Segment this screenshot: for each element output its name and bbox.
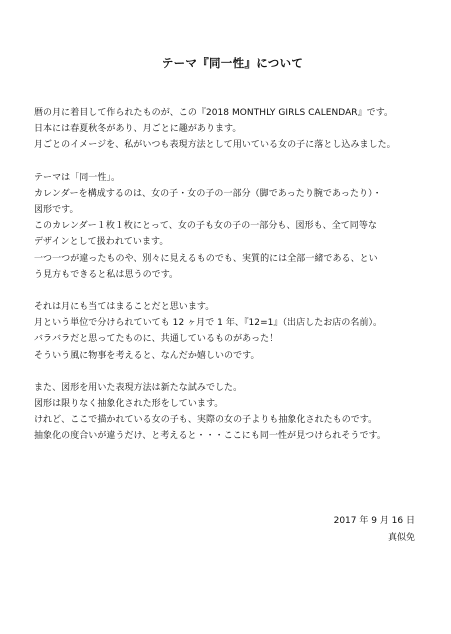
paragraph-line: 月ごとのイメージを、私がいつも表現方法として用いている女の子に落とし込みました。 — [34, 140, 396, 151]
paragraph-line: う見方もできると私は思うのです。 — [34, 269, 179, 280]
paragraph-line: それは月にも当てはまることだと思います。 — [34, 302, 215, 313]
paragraph-line: 図形です。 — [34, 205, 79, 216]
paragraph-line: そういう風に物事を考えると、なんだか嬉しいのです。 — [34, 350, 260, 361]
paragraph-line: テーマは「同一性」。 — [34, 172, 121, 183]
paragraph-line: 暦の月に着目して作られたものが、この『2018 MONTHLY GIRLS CALENDAR』です。 — [34, 108, 394, 118]
paragraph-line: 一つ一つが違ったものや、別々に見えるものでも、実質的には全部一緒である、とい — [34, 253, 378, 264]
signature-block — [334, 513, 415, 546]
paragraph-line: 抽象化の度合いが違うだけ、と考えると・・・ここにも同一性が見つけられそうです。 — [34, 431, 386, 442]
paragraph-line: バラバラだと思ってたものに、共通しているものがあった！ — [34, 334, 279, 345]
paragraph-4 — [34, 380, 431, 445]
paragraph-line: 日本には春夏秋冬があり、月ごとに趣があります。 — [34, 124, 242, 135]
paragraph-line: 月という単位で分けられていても 12 ヶ月で 1 年、『12=1』（出店したお店の名前）。 — [34, 318, 383, 329]
document-date: 2017 年 9 月 16 日 — [333, 516, 415, 526]
paragraph-line: このカレンダー１枚１枚にとって、女の子も女の子の一部分も、図形も、全て同等な — [34, 221, 377, 232]
document-author: 真似免 — [387, 532, 415, 543]
paragraph-line: 図形は限りなく抽象化された形をしています。 — [34, 399, 224, 410]
paragraph-3 — [34, 299, 431, 364]
paragraph-line: デザインとして扱われています。 — [34, 237, 169, 248]
paragraph-2 — [34, 170, 431, 283]
paragraph-line: カレンダーを構成するのは、女の子・女の子の一部分（脚であったり腕であったり）・ — [34, 188, 382, 199]
paragraph-line: また、図形を用いた表現方法は新たな試みでした。 — [34, 382, 243, 393]
paragraph-line: けれど、ここで描かれている女の子も、実際の女の子よりも抽象化されたものです。 — [34, 415, 378, 426]
document-title: テーマ『同一性』について — [161, 56, 304, 70]
paragraph-1 — [34, 105, 431, 154]
